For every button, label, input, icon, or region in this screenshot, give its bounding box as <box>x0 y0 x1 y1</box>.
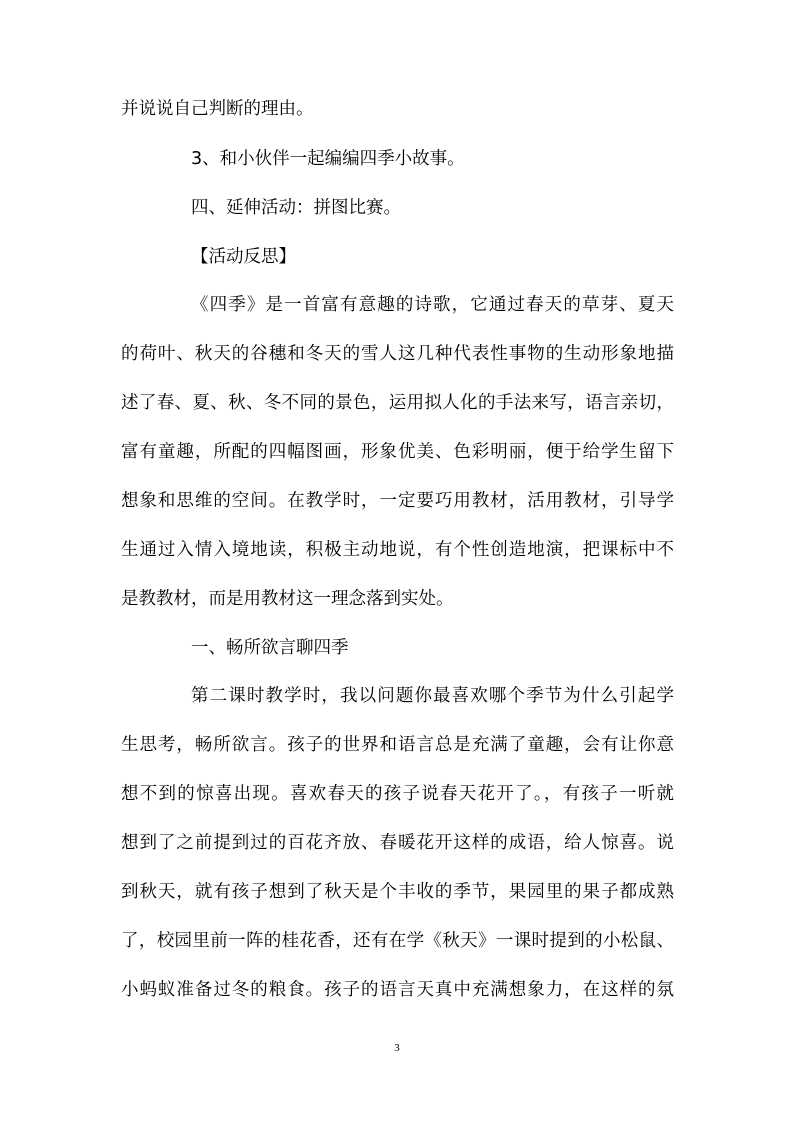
paragraph-line: 到秋天，就有孩子想到了秋天是个丰收的季节，果园里的果子都成熟 <box>121 882 674 902</box>
paragraph-line: 生思考，畅所欲言。孩子的世界和语言总是充满了童趣，会有让你意 <box>121 735 674 755</box>
paragraph-line: 了，校园里前一阵的桂花香，还有在学《秋天》一课时提到的小松鼠、 <box>121 931 674 951</box>
text-line: 并说说自己判断的理由。 <box>121 99 314 119</box>
paragraph-line: 《四季》是一首富有意趣的诗歌，它通过春天的草芽、夏天 <box>191 295 674 315</box>
section-heading: 四、延伸活动：拼图比赛。 <box>191 198 401 218</box>
section-heading: 一、畅所欲言聊四季 <box>191 638 349 658</box>
paragraph-line: 想不到的惊喜出现。喜欢春天的孩子说春天花开了。，有孩子一听就 <box>121 784 674 804</box>
paragraph-line: 第二课时教学时，我以问题你最喜欢哪个季节为什么引起学 <box>191 686 674 706</box>
paragraph-line: 想象和思维的空间。在教学时，一定要巧用教材，活用教材，引导学 <box>121 491 674 511</box>
page-number: 3 <box>394 1042 400 1054</box>
list-item: 3、和小伙伴一起编编四季小故事。 <box>191 149 465 169</box>
paragraph-line: 是教教材，而是用教材这一理念落到实处。 <box>121 589 454 609</box>
paragraph-line: 想到了之前提到过的百花齐放、春暖花开这样的成语，给人惊喜。说 <box>121 833 674 853</box>
section-heading: 【活动反思】 <box>191 247 296 267</box>
paragraph-line: 富有童趣，所配的四幅图画，形象优美、色彩明丽，便于给学生留下 <box>121 442 674 462</box>
paragraph-line: 生通过入情入境地读，积极主动地说，有个性创造地演，把课标中不 <box>121 540 674 560</box>
paragraph-line: 的荷叶、秋天的谷穗和冬天的雪人这几种代表性事物的生动形象地描 <box>121 344 674 364</box>
paragraph-line: 小蚂蚁准备过冬的粮食。孩子的语言天真中充满想象力，在这样的氛 <box>121 980 674 1000</box>
paragraph-line: 述了春、夏、秋、冬不同的景色，运用拟人化的手法来写，语言亲切， <box>121 393 674 413</box>
